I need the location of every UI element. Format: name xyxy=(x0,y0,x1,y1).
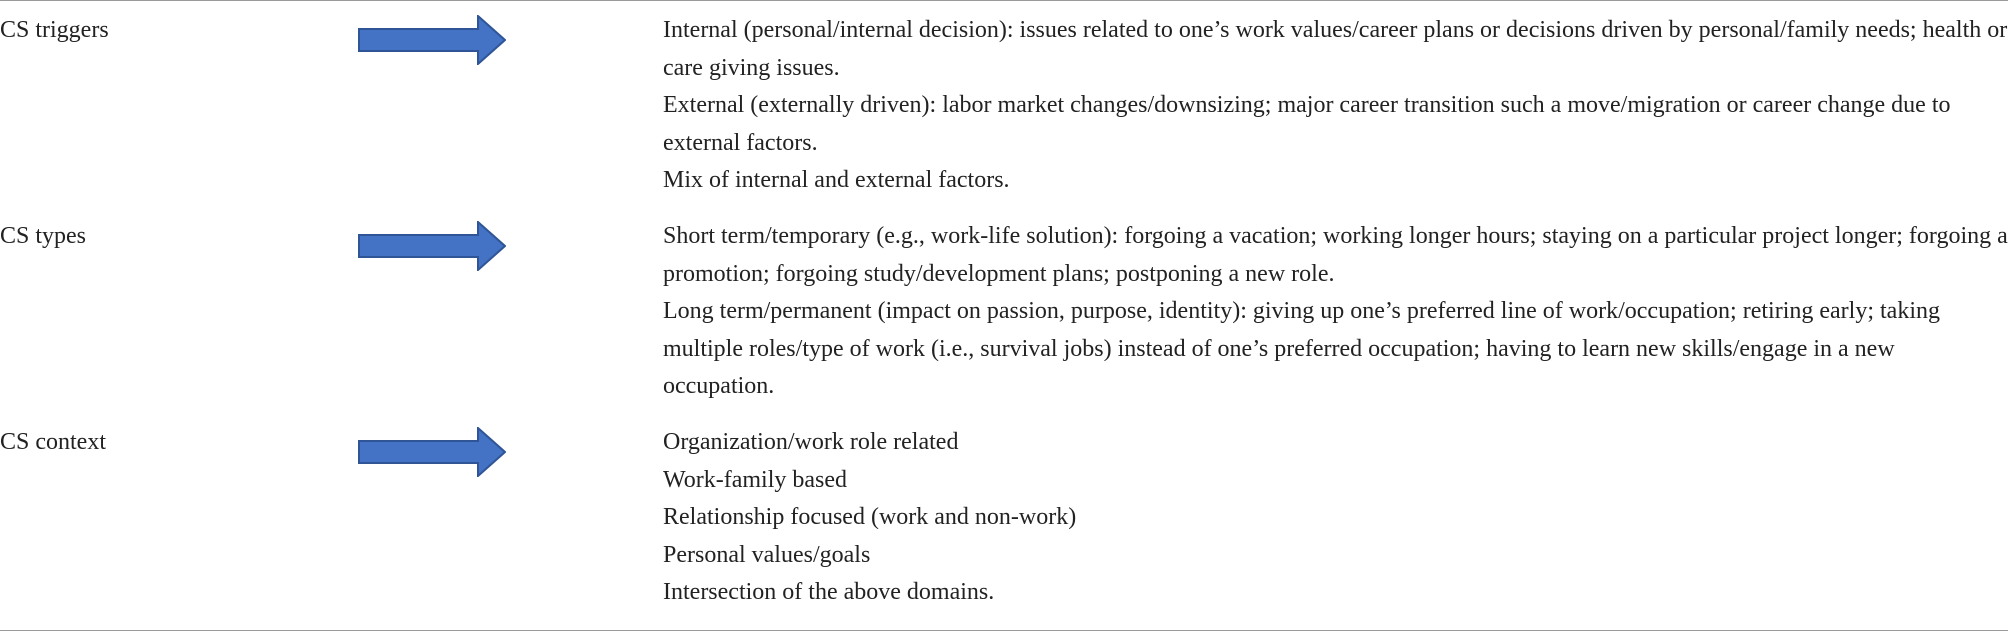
description-item: Long term/permanent (impact on passion, purpose, identity): giving up one’s preferred line of work/occupation; retiring early; taking multiple roles/type of work (i.e., survival jobs) instead of one’s preferred occupation; having to learn new skills/engage in a new occupation. xyxy=(663,298,1940,399)
row-description xyxy=(663,218,2008,406)
description-item: Organization/work role related xyxy=(663,429,959,455)
row-description xyxy=(663,12,2008,200)
right-arrow-icon xyxy=(358,427,506,477)
table-bottom-rule xyxy=(0,630,2008,631)
row-label: CS types xyxy=(0,223,87,249)
description-item: Mix of internal and external factors. xyxy=(663,167,1010,193)
description-item: Relationship focused (work and non-work) xyxy=(663,504,1077,530)
description-item: Internal (personal/internal decision): issues related to one’s work values/career plans or decisions driven by personal/family needs; health or care giving issues. xyxy=(663,17,2008,81)
right-arrow-icon xyxy=(358,15,506,65)
description-item: External (externally driven): labor market changes/downsizing; major career transition such a move/migration or career change due to external factors. xyxy=(663,92,1951,156)
table-top-rule xyxy=(0,0,2008,1)
row-label: CS context xyxy=(0,429,106,455)
description-item: Work-family based xyxy=(663,466,848,493)
description-item: Short term/temporary (e.g., work-life solution): forgoing a vacation; working longer hours; staying on a particular project longer; forgoing a promotion; forgoing study/development plans; postponing a new role. xyxy=(663,223,2008,287)
description-item: Intersection of the above domains. xyxy=(663,579,995,605)
row-label: CS triggers xyxy=(0,17,109,43)
description-item: Personal values/goals xyxy=(663,541,871,568)
row-description xyxy=(663,424,2008,612)
right-arrow-icon xyxy=(358,221,506,271)
